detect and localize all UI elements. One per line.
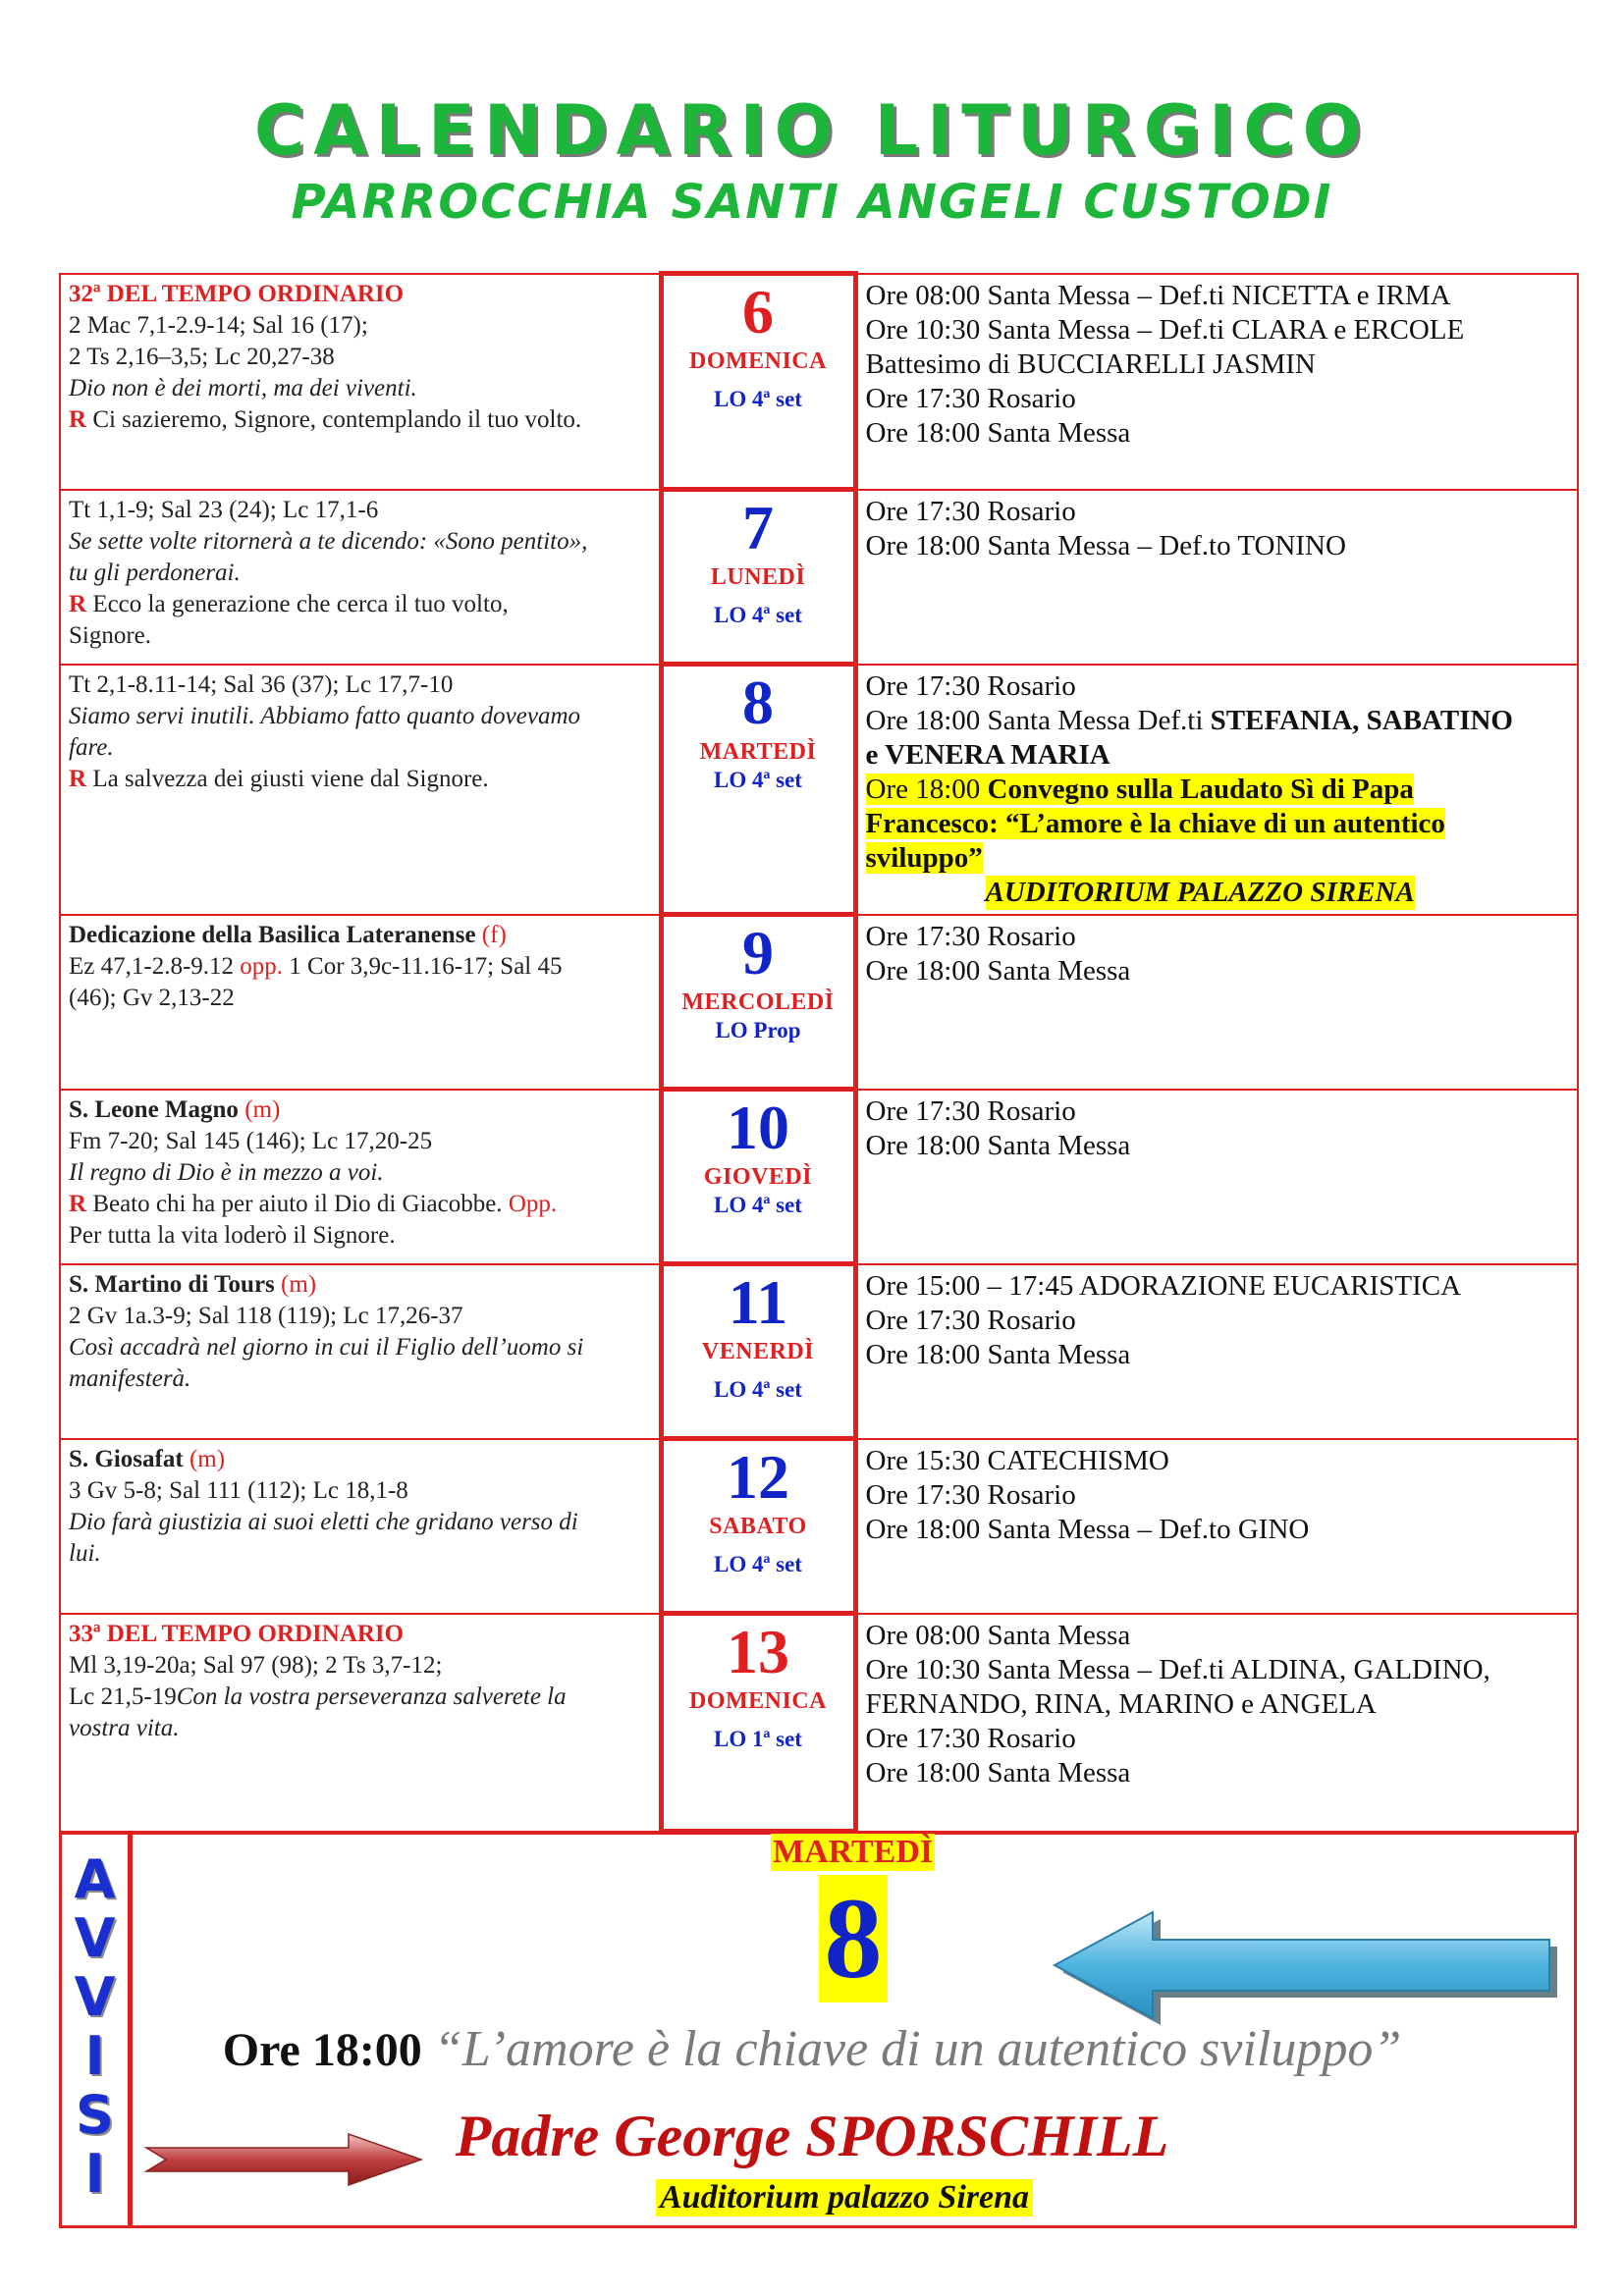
avvisi-letter: V <box>74 1966 116 2028</box>
day-7-event-2: Ore 18:00 Santa Messa – Def.to <box>865 529 1238 561</box>
day-9-opp: opp. <box>240 952 284 980</box>
avvisi-letter: I <box>84 2025 105 2087</box>
day-10-date <box>661 1090 855 1264</box>
day-7-date <box>661 490 855 665</box>
day-7-name: LUNEDÌ <box>710 564 806 590</box>
day-6-date <box>661 274 855 490</box>
day-13-event-5: Ore 18:00 Santa Messa <box>865 1756 1131 1789</box>
day-8-events <box>855 665 1578 915</box>
day-7-response-2: Signore. <box>69 621 152 649</box>
day-row-7 <box>60 490 1578 665</box>
day-6-heading: 32ª DEL TEMPO ORDINARIO <box>69 280 405 307</box>
avvisi-time: Ore 18:00 <box>222 2024 422 2076</box>
day-10-readings <box>60 1090 661 1264</box>
day-9-readings-c: (46); Gv 2,13-22 <box>69 984 235 1011</box>
day-9-readings <box>60 915 661 1090</box>
day-11-antiphon-2: manifesterà. <box>69 1364 191 1392</box>
day-13-readings-line1: Ml 3,19-20a; Sal 97 (98); 2 Ts 3,7-12; <box>69 1651 443 1679</box>
day-13-antiphon-1: Con la vostra perseveranza salverete la <box>176 1682 567 1710</box>
day-6-readings <box>60 274 661 490</box>
day-10-heading: S. Leone Magno <box>69 1095 239 1123</box>
day-7-response-1: Ecco la generazione che cerca il tuo volto, <box>92 590 509 617</box>
day-6-lo: LO 4ª set <box>714 387 802 411</box>
page-subtitle: PARROCCHIA SANTI ANGELI CUSTODI <box>291 175 1333 230</box>
day-6-readings-line1: 2 Mac 7,1-2.9-14; Sal 16 (17); <box>69 311 368 339</box>
day-10-r-marker: R <box>69 1190 87 1217</box>
day-10-event-2: Ore 18:00 Santa Messa <box>865 1129 1131 1161</box>
day-12-antiphon-1: Dio farà giustizia ai suoi eletti che gridano verso di <box>69 1508 578 1535</box>
day-8-event-2: Ore 18:00 Santa Messa Def.ti <box>865 704 1211 736</box>
day-11-event-1: Ore 15:00 – 17:45 <box>865 1269 1079 1302</box>
left-arrow-icon <box>1051 1908 1561 2026</box>
day-11-readings <box>60 1264 661 1439</box>
day-12-readings-line: 3 Gv 5-8; Sal 111 (112); Lc 18,1-8 <box>69 1476 408 1504</box>
day-9-readings-a: Ez 47,1-2.8-9.12 <box>69 952 235 980</box>
day-13-lo: LO 1ª set <box>714 1727 802 1751</box>
day-13-date <box>661 1614 855 1832</box>
day-11-number: 11 <box>728 1267 788 1337</box>
day-11-events <box>855 1264 1578 1439</box>
day-12-antiphon-2: lui. <box>69 1539 101 1567</box>
day-12-readings <box>60 1439 661 1614</box>
day-10-antiphon: Il regno di Dio è in mezzo a voi. <box>69 1158 384 1186</box>
day-8-r-marker: R <box>69 765 87 792</box>
day-10-readings-line: Fm 7-20; Sal 145 (146); Lc 17,20-25 <box>69 1127 433 1154</box>
day-6-event-1-names: NICETTA e IRMA <box>1231 279 1451 311</box>
day-7-lo: LO 4ª set <box>714 603 802 627</box>
day-8-response: La salvezza dei giusti viene dal Signore. <box>92 765 489 792</box>
day-row-8 <box>60 665 1578 915</box>
day-11-readings-line: 2 Gv 1a.3-9; Sal 118 (119); Lc 17,26-37 <box>69 1302 463 1329</box>
day-8-readings-line: Tt 2,1-8.11-14; Sal 36 (37); Lc 17,7-10 <box>69 670 454 698</box>
day-13-heading: 33ª DEL TEMPO ORDINARIO <box>69 1620 405 1647</box>
avvisi-day-number: 8 <box>819 1875 888 2002</box>
day-row-12 <box>60 1439 1578 1614</box>
day-8-event-venue: AUDITORIUM PALAZZO SIRENA <box>985 876 1415 908</box>
day-10-event-1: Ore 17:30 Rosario <box>865 1095 1076 1127</box>
day-9-events <box>855 915 1578 1090</box>
avvisi-letter: S <box>76 2084 114 2146</box>
day-12-events <box>855 1439 1578 1614</box>
day-8-readings <box>60 665 661 915</box>
day-8-lo: LO 4ª set <box>714 768 802 792</box>
day-7-events <box>855 490 1578 665</box>
day-11-event-2: Ore 17:30 Rosario <box>865 1304 1076 1336</box>
day-13-event-4: Ore 17:30 Rosario <box>865 1722 1076 1754</box>
day-11-event-3: Ore 18:00 Santa Messa <box>865 1338 1131 1370</box>
day-7-number: 7 <box>742 493 774 562</box>
day-10-number: 10 <box>727 1093 789 1162</box>
day-6-r-marker: R <box>69 405 87 433</box>
day-13-event-2-names-cont: FERNANDO, RINA, MARINO e ANGELA <box>865 1687 1377 1720</box>
day-13-number: 13 <box>727 1617 789 1686</box>
day-12-heading: S. Giosafat <box>69 1445 184 1472</box>
day-8-name: MARTEDÌ <box>699 739 817 765</box>
day-13-event-1: Ore 08:00 Santa Messa <box>865 1619 1131 1651</box>
day-13-event-2: Ore 10:30 Santa Messa – Def.ti <box>865 1653 1230 1685</box>
day-8-event-1: Ore 17:30 Rosario <box>865 669 1076 702</box>
day-12-event-1-title: CATECHISMO <box>987 1444 1169 1476</box>
day-10-grade: (m) <box>244 1095 281 1123</box>
day-11-date <box>661 1264 855 1439</box>
day-7-antiphon-1: Se sette volte ritornerà a te dicendo: «Sono pentito», <box>69 527 588 555</box>
day-6-event-2: Ore 10:30 Santa Messa – Def.ti <box>865 313 1232 346</box>
day-7-r-marker: R <box>69 590 87 617</box>
day-9-name: MERCOLEDÌ <box>681 989 835 1015</box>
day-6-events <box>855 274 1578 490</box>
day-12-event-3-names: GINO <box>1237 1513 1310 1545</box>
day-10-opp: Opp. <box>508 1190 558 1217</box>
day-7-event-1: Ore 17:30 Rosario <box>865 495 1076 527</box>
day-11-grade: (m) <box>281 1270 317 1298</box>
day-10-response-1: Beato chi ha per aiuto il Dio di Giacobbe. <box>92 1190 503 1217</box>
avvisi-quote: “L’amore è la chiave di un autentico sviluppo” <box>433 2021 1402 2077</box>
day-9-lo: LO Prop <box>715 1018 801 1042</box>
day-8-antiphon-1: Siamo servi inutili. Abbiamo fatto quanto dovevamo <box>69 702 581 729</box>
day-8-event-convegno-time: Ore 18:00 <box>865 773 981 805</box>
day-6-readings-line2: 2 Ts 2,16–3,5; Lc 20,27-38 <box>69 343 335 370</box>
day-6-event-2-names: CLARA e ERCOLE <box>1231 313 1465 346</box>
day-12-number: 12 <box>727 1442 789 1512</box>
day-8-date <box>661 665 855 915</box>
day-row-10 <box>60 1090 1578 1264</box>
day-8-event-2-names: STEFANIA, SABATINO <box>1210 704 1513 736</box>
day-13-readings <box>60 1614 661 1832</box>
day-row-11 <box>60 1264 1578 1439</box>
day-9-event-1: Ore 17:30 Rosario <box>865 920 1076 952</box>
day-11-event-1-title: ADORAZIONE EUCARISTICA <box>1079 1269 1462 1302</box>
day-13-events <box>855 1614 1578 1832</box>
day-12-grade: (m) <box>189 1445 226 1472</box>
day-13-readings-line2: Lc 21,5-19 <box>69 1682 177 1710</box>
day-9-date <box>661 915 855 1090</box>
day-12-event-3: Ore 18:00 Santa Messa – Def.to <box>865 1513 1238 1545</box>
day-12-name: SABATO <box>709 1514 807 1539</box>
day-11-name: VENERDÌ <box>701 1339 815 1364</box>
day-6-name: DOMENICA <box>689 348 827 374</box>
day-6-event-1: Ore 08:00 Santa Messa – Def.ti <box>865 279 1232 311</box>
day-9-event-2: Ore 18:00 Santa Messa <box>865 954 1131 987</box>
day-13-antiphon-2: vostra vita. <box>69 1714 180 1741</box>
day-13-event-2-names: ALDINA, GALDINO, <box>1229 1653 1490 1685</box>
day-10-name: GIOVEDÌ <box>703 1164 813 1190</box>
day-9-readings-b: 1 Cor 3,9c-11.16-17; Sal 45 <box>289 952 563 980</box>
day-7-readings <box>60 490 661 665</box>
avvisi-letter: A <box>74 1848 116 1910</box>
day-6-event-5: Ore 18:00 Santa Messa <box>865 416 1131 449</box>
day-6-response: Ci sazieremo, Signore, contemplando il tuo volto. <box>92 405 582 433</box>
day-6-antiphon: Dio non è dei morti, ma dei viventi. <box>69 374 417 401</box>
avvisi-day-label: MARTEDÌ <box>773 1834 934 1870</box>
day-row-6 <box>60 274 1578 490</box>
day-6-event-3: Battesimo di <box>865 347 1018 380</box>
day-10-lo: LO 4ª set <box>714 1193 802 1217</box>
day-6-event-3-names: BUCCIARELLI JASMIN <box>1017 347 1316 380</box>
day-12-event-2: Ore 17:30 Rosario <box>865 1478 1076 1511</box>
day-8-event-convegno-line2: Francesco: “L’amore è la chiave di un autentico <box>865 807 1445 839</box>
avvisi-venue: Auditorium palazzo Sirena <box>656 2179 1033 2216</box>
day-8-event-2-names-cont: e VENERA MARIA <box>865 738 1110 771</box>
calendar-table <box>59 271 1579 1834</box>
day-12-lo: LO 4ª set <box>714 1552 802 1576</box>
day-11-lo: LO 4ª set <box>714 1377 802 1402</box>
avvisi-letter: V <box>74 1907 116 1969</box>
day-row-13 <box>60 1614 1578 1832</box>
day-row-9 <box>60 915 1578 1090</box>
day-11-antiphon-1: Così accadrà nel giorno in cui il Figlio dell’uomo si <box>69 1333 584 1361</box>
day-8-event-convegno: Convegno sulla Laudato Sì di Papa <box>980 773 1414 805</box>
page-title: CALENDARIO LITURGICO <box>253 90 1371 171</box>
day-9-heading: Dedicazione della Basilica Lateranense <box>69 921 476 948</box>
day-7-readings-line: Tt 1,1-9; Sal 23 (24); Lc 17,1-6 <box>69 496 379 523</box>
day-10-response-2: Per tutta la vita loderò il Signore. <box>69 1221 396 1249</box>
day-6-event-4: Ore 17:30 Rosario <box>865 382 1076 414</box>
day-8-event-convegno-line3: sviluppo” <box>865 841 983 874</box>
day-12-date <box>661 1439 855 1614</box>
day-8-number: 8 <box>742 667 774 737</box>
day-6-number: 6 <box>742 277 774 347</box>
day-7-antiphon-2: tu gli perdonerai. <box>69 559 241 586</box>
day-12-event-1: Ore 15:30 <box>865 1444 988 1476</box>
day-11-heading: S. Martino di Tours <box>69 1270 275 1298</box>
day-9-number: 9 <box>742 918 774 988</box>
day-10-events <box>855 1090 1578 1264</box>
day-9-grade: (f) <box>481 921 507 948</box>
day-7-event-2-names: TONINO <box>1237 529 1346 561</box>
day-8-antiphon-2: fare. <box>69 733 114 761</box>
avvisi-event-line <box>0 2020 1624 2078</box>
avvisi-speaker: Padre George SPORSCHILL <box>455 2104 1169 2168</box>
day-13-name: DOMENICA <box>689 1688 827 1714</box>
avvisi-letter: I <box>84 2143 105 2205</box>
